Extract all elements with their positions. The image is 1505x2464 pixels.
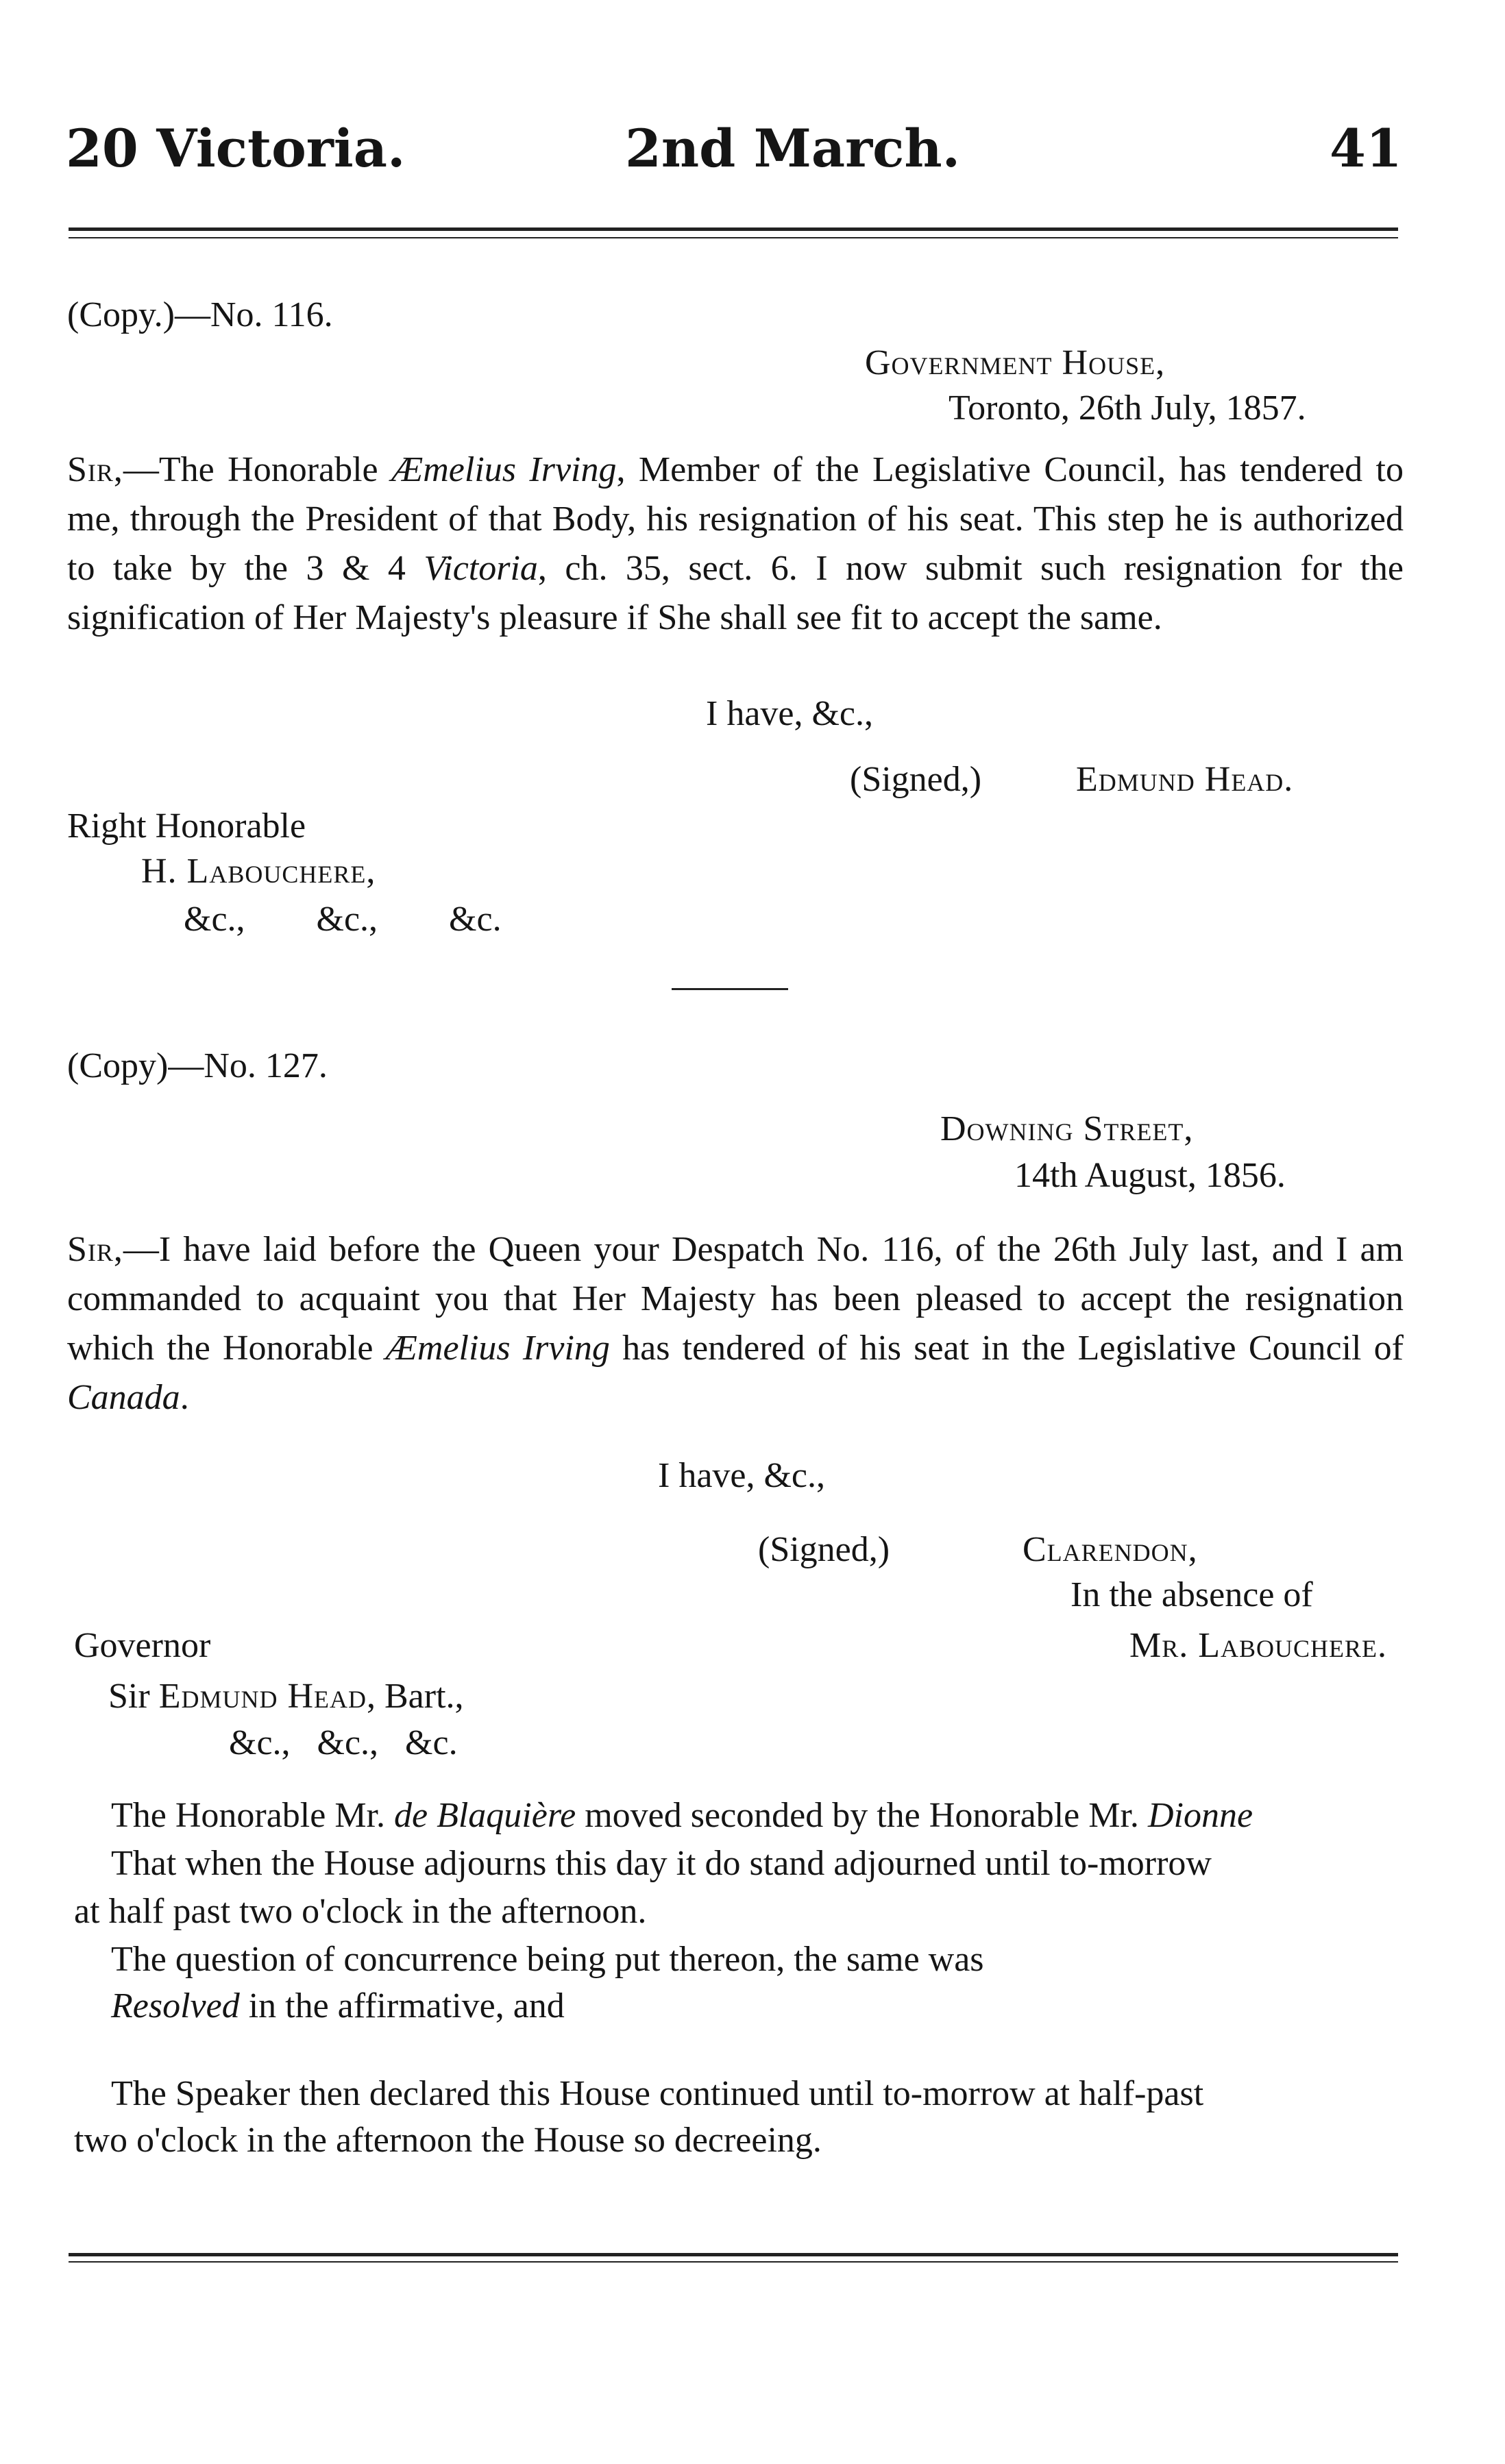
letter2-closing: I have, &c.,	[658, 1456, 826, 1495]
letter1-signed-label: (Signed,)	[850, 760, 982, 799]
header-session: 20 Victoria.	[66, 118, 406, 179]
letter2-salutation: Sir,	[67, 1230, 123, 1269]
motion-line2: That when the House adjourns this day it do stand adjourned until to-morrow	[111, 1844, 1212, 1883]
footer-rule-thin	[69, 2261, 1398, 2263]
letter1-address-line2: Toronto, 26th July, 1857.	[949, 389, 1306, 428]
motion-line1: The Honorable Mr. de Blaquière moved seconded by the Honorable Mr. Dionne	[111, 1796, 1253, 1835]
footer-rule	[69, 2253, 1398, 2256]
motion-seconder: Dionne	[1147, 1796, 1253, 1835]
letter2-copy-label: (Copy)—No. 127.	[67, 1046, 328, 1085]
header-date: 2nd March.	[625, 118, 961, 179]
letter2-name: Æmelius Irving	[385, 1329, 610, 1368]
letter2-signer-note1: In the absence of	[1070, 1575, 1313, 1614]
letter1-salutation: Sir,	[67, 450, 123, 489]
header-rule-thin	[69, 237, 1398, 238]
letter2-recipient-line1: Governor	[74, 1626, 211, 1665]
letter2-place: Canada	[67, 1378, 180, 1417]
motion-line4: The question of concurrence being put thereon, the same was	[111, 1940, 984, 1979]
motion-resolved: Resolved	[111, 1986, 240, 2025]
letter2-signed-label: (Signed,)	[758, 1530, 890, 1569]
letter2-address-line1: Downing Street,	[940, 1109, 1194, 1148]
header-page-number: 41	[1330, 118, 1402, 179]
letter2-recipient-line3: &c., &c., &c.	[229, 1723, 458, 1762]
letter2-signer-note2: Mr. Labouchere.	[1129, 1626, 1388, 1665]
closing-line1: The Speaker then declared this House continued until to-morrow at half-past	[111, 2074, 1204, 2113]
motion-line3: at half past two o'clock in the afternoon.	[74, 1892, 647, 1931]
header-rule	[69, 227, 1398, 231]
letter1-name: Æmelius Irving	[391, 450, 617, 489]
letter1-closing: I have, &c.,	[706, 694, 874, 733]
letter1-recipient-line2: H. Labouchere,	[141, 852, 376, 891]
letter1-recipient-line1: Right Honorable	[67, 806, 306, 846]
motion-line5: Resolved in the affirmative, and	[111, 1986, 565, 2025]
letter1-signer: Edmund Head.	[1076, 760, 1294, 799]
section-divider	[672, 988, 788, 990]
letter2-body: Sir,—I have laid before the Queen your Despatch No. 116, of the 26th July last, and I am commanded to acquaint you that Her Majesty has been pleased to accept the resignation which the Honorable Æmelius Irving has tendered of his seat in the Legislative Council of Canada.	[67, 1230, 1404, 1417]
letter1-address-line1: Government House,	[865, 343, 1166, 382]
letter1-recipient-line3: &c., &c., &c.	[184, 900, 502, 939]
letter2-recipient-line2: Sir Edmund Head, Bart.,	[108, 1677, 464, 1716]
letter1-act: Victoria	[424, 549, 538, 588]
letter2-signer: Clarendon,	[1023, 1530, 1198, 1569]
motion-mover: de Blaquière	[394, 1796, 576, 1835]
closing-line2: two o'clock in the afternoon the House so decreeing.	[74, 2121, 822, 2160]
letter2-address-line2: 14th August, 1856.	[1014, 1156, 1286, 1195]
letter1-copy-label: (Copy.)—No. 116.	[67, 295, 333, 334]
letter1-body: Sir,—The Honorable Æmelius Irving, Member of the Legislative Council, has tendered to me, through the President of that Body, his resignation of his seat. This step he is authorized to take by the 3 & 4 Victoria, ch. 35, sect. 6. I now submit such resignation for the signification of Her Majesty's pleasure if She shall see fit to accept the same.	[67, 450, 1404, 637]
